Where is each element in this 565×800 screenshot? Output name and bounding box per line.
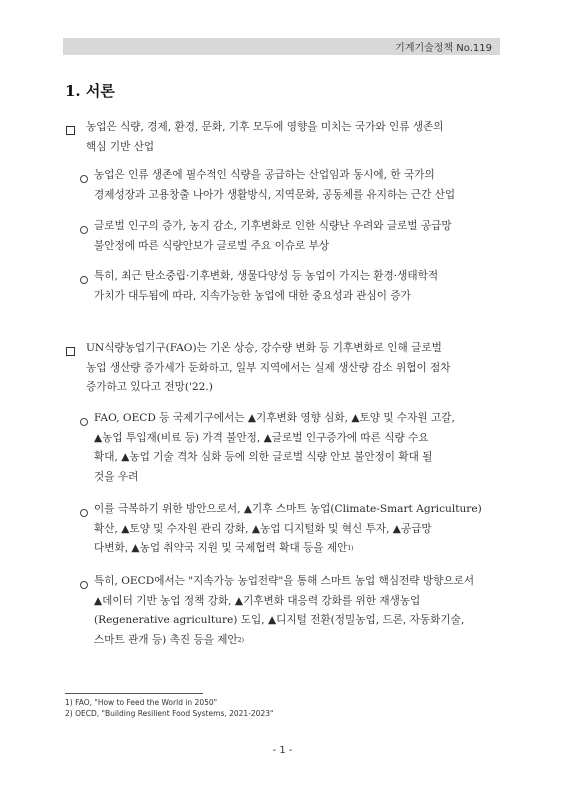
text-line: 증가하고 있다고 전망('22.): [86, 381, 213, 393]
circle-bullet-icon: [80, 418, 88, 426]
text-line: 특히, OECD에서는 "지속가능 농업전략"을 통해 스마트 농업 핵심전략 방향으로서: [94, 575, 475, 587]
text-line: 글로벌 인구의 증가, 농지 감소, 기후변화로 인한 식량난 우려와 글로벌 공급망: [94, 220, 452, 232]
text-line: ▲데이터 기반 농업 정책 강화, ▲기후변화 대응력 강화를 위한 재생농업: [94, 594, 421, 607]
text-line: 것을 우려: [94, 470, 139, 483]
square-bullet-icon: [66, 126, 75, 135]
text-line: 핵심 기반 산업: [86, 140, 155, 153]
sub-bullet-paragraph-4: [94, 409, 500, 487]
text-line: UN식량농업기구(FAO)는 기온 상승, 강수량 변화 등 기후변화로 인해 글로벌: [86, 342, 442, 354]
sub-bullet-paragraph-6: [94, 572, 500, 650]
text-line: 불안정에 따른 식량안보가 글로벌 주요 이슈로 부상: [94, 239, 330, 252]
sub-bullet-paragraph-1: [94, 166, 500, 205]
circle-bullet-icon: [80, 226, 88, 234]
sub-bullet-paragraph-3: [94, 267, 500, 306]
circle-bullet-icon: [80, 581, 88, 589]
text-line: 농업은 인류 생존에 필수적인 식량을 공급하는 산업임과 동시에, 한 국가의: [94, 169, 435, 181]
footnote-ref: 2): [237, 636, 244, 644]
text-line: 경제성장과 고용창출 나아가 생활방식, 지역문화, 공동체를 유지하는 근간 산업: [94, 188, 456, 201]
footnote-ref: 1): [347, 545, 354, 552]
text-line: 확산, ▲토양 및 수자원 관리 강화, ▲농업 디지털화 및 혁신 투자, ▲공급망: [94, 522, 432, 535]
footnote-2: 2) OECD, "Building Resilient Food Systems, 2021-2023": [65, 709, 274, 718]
text-line: 농업 생산량 증가세가 둔화하고, 일부 지역에서는 실제 생산량 감소 위협이 점차: [86, 361, 451, 374]
footnote-divider: [65, 693, 203, 694]
circle-bullet-icon: [80, 175, 88, 183]
text-line: ▲농업 투입재(비료 등) 가격 불안정, ▲글로벌 인구증가에 따른 식량 수요: [94, 431, 429, 444]
text-line: 가치가 대두됨에 따라, 지속가능한 농업에 대한 중요성과 관심이 증가: [94, 289, 411, 302]
text-line: 특히, 최근 탄소중립·기후변화, 생물다양성 등 농업이 가지는 환경·생태학적: [94, 270, 439, 282]
circle-bullet-icon: [80, 276, 88, 284]
text-line: 다변화, ▲농업 취약국 지원 및 국제협력 확대 등을 제안: [94, 542, 348, 554]
text-line: 이를 극복하기 위한 방안으로서, ▲기후 스마트 농업(Climate-Smart Agriculture): [94, 503, 482, 515]
section-title: 1. 서론: [65, 82, 115, 100]
text-line: 스마트 관개 등) 촉진 등을 제안: [94, 633, 238, 646]
bullet-paragraph-1: [86, 118, 500, 157]
sub-bullet-paragraph-2: [94, 217, 500, 256]
page-number: - 1 -: [272, 745, 293, 756]
bullet-paragraph-2: [86, 339, 500, 398]
footnote-1: 1) FAO, "How to Feed the World in 2050": [65, 698, 218, 707]
text-line: FAO, OECD 등 국제기구에서는 ▲기후변화 영향 심화, ▲토양 및 수자원 고갈,: [94, 412, 455, 424]
header-band: [63, 38, 500, 55]
circle-bullet-icon: [80, 509, 88, 517]
text-line: (Regenerative agriculture) 도입, ▲디지털 전환(정밀농업, 드론, 자동화기술,: [94, 614, 465, 626]
text-line: 확대, ▲농업 기술 격차 심화 등에 의한 글로벌 식량 안보 불안정이 확대 될: [94, 451, 433, 463]
publication-title: 기계기술정책 No.119: [395, 43, 492, 54]
text-line: 농업은 식량, 경제, 환경, 문화, 기후 모두에 영향을 미치는 국가와 인류 생존의: [86, 121, 444, 133]
sub-bullet-paragraph-5: [94, 500, 500, 559]
square-bullet-icon: [66, 347, 75, 356]
